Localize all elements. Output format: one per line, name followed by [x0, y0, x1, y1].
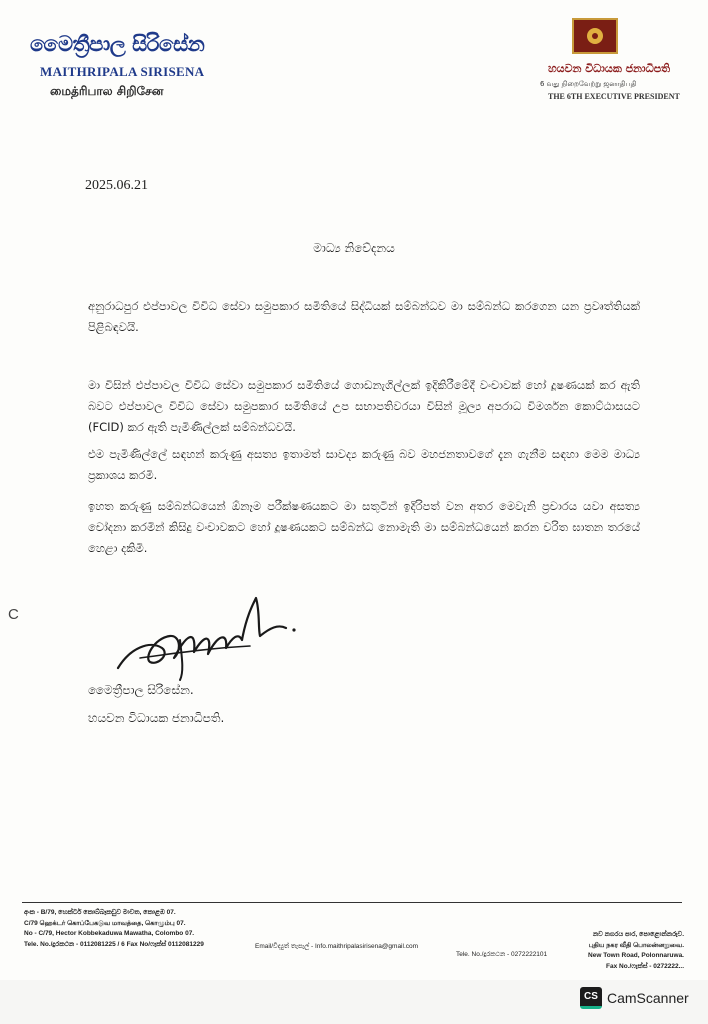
handwritten-signature: [110, 588, 310, 683]
footer-right-line: New Town Road, Polonnaruwa.: [588, 952, 684, 959]
office-title-tamil: 6 வது நிறைவேற்று ஜனாதிபதி: [540, 80, 637, 88]
paragraph-1: අනුරාධපුර එප්පාවල විවිධ සේවා සමුපකාර සමිතියේ සිද්ධියක් සම්බන්ධව මා සම්බන්ධ කරගෙන යන ප්‍රවෘත්තියක් පිළිබඳවයි.: [88, 299, 640, 334]
footer-right-address: [544, 930, 684, 972]
footer-right-line: புதிய நகர வீதி பொலன்னறுவை.: [588, 941, 684, 949]
footer-address-line: C/79 ஹெக்டர் கொப்பேகடுவ மாவத்தை, கொழும்பு 07.: [24, 919, 186, 927]
footer-address-line: Tele. No./දුරකථන - 0112081225 / 6 Fax No/ෆැක්ස් 0112081229: [24, 940, 204, 948]
letterhead-name-tamil: மைத்ரிபால சிறிசேன: [50, 84, 164, 98]
camscanner-watermark: [580, 987, 689, 1009]
letter-date: 2025.06.21: [85, 178, 148, 193]
footer-email: Email/විද්‍යුත් තැපැල් - Info.maithripalasirisena@gmail.com: [255, 943, 419, 950]
paragraph-2: මා විසින් එප්පාවල විවිධ සේවා සමුපකාර සමිතියේ ගොඩනැගිල්ලක් ඉදිකිරීමේදී වංචාවක් හෝ දූෂණයක් කර ඇති බවට එප්පාවල විවිධ සේවා සමුපකාර සමිතියේ උප සභාපතිවරයා විසින් මූල්‍ය අපරාධ විමර්ශන කොට්ඨාසයට (FCID) කර ඇති පැමිණිල්ලක් සම්බන්ධවයි.: [88, 378, 640, 434]
paragraph-3: එම පැමිණිල්ලේ සඳහන් කරුණු අසත්‍ය ඉතාමත් සාවද්‍ය කරුණු බව මහජනතාවගේ දැන ගැනීම සඳහා මෙම මාධ්‍ය ප්‍රකාශය කරමි.: [88, 447, 640, 482]
letter-heading: මාධ්‍ය නිවේදනය: [313, 241, 395, 255]
camscanner-label: CamScanner: [607, 990, 689, 1006]
signatory-title: හයවන විධායක ජනාධිපති.: [88, 711, 225, 725]
footer-address-line: No - C/79, Hector Kobbekaduwa Mawatha, Colombo 07.: [24, 930, 195, 937]
letterhead-name-sinhala: මෛත්‍රීපාල සිරිසේන: [30, 32, 205, 56]
signatory-name: මෛත්‍රීපාල සිරිසේන.: [88, 683, 194, 697]
office-title-sinhala: හයවන විධායක ජනාධිපති: [548, 62, 671, 75]
office-title-english: THE 6TH EXECUTIVE PRESIDENT: [548, 92, 680, 101]
stray-mark: C: [8, 606, 19, 623]
paragraph-4: ඉහත කරුණු සම්බන්ධයෙන් ඕනෑම පරීක්ෂණයකට මා සතුටින් ඉදිරිපත් වන අතර මෙවැනි ප්‍රචාරය යවා අසත්‍ය චෝදනා කරමින් කිසිදු වංචාවකට හෝ දූෂණයකට සම්බන්ධ නොමැති මා සම්බන්ධයෙන් කරන චරිත ඝාතන තරයේ හෙළා දකිමි.: [88, 499, 640, 555]
footer-address-line: අංක - B/79, හෙක්ටර් කොබ්බෑකඩුව මාවත, කොළඹ 07.: [24, 909, 176, 916]
footer-telephone: Tele. No./දුරකථන - 0272222101: [456, 951, 548, 958]
camscanner-logo-icon: CS: [580, 987, 602, 1009]
letterhead-name-english: MAITHRIPALA SIRISENA: [40, 64, 205, 79]
footer-right-line: Fax No./ෆැක්ස් - 0272222...: [606, 962, 684, 970]
footer-address: [24, 908, 204, 950]
footer-divider: [22, 902, 682, 903]
presidential-emblem-icon: [572, 18, 618, 54]
footer-right-line: නව නගරය පාර, පොළොන්නරුව.: [592, 931, 684, 938]
